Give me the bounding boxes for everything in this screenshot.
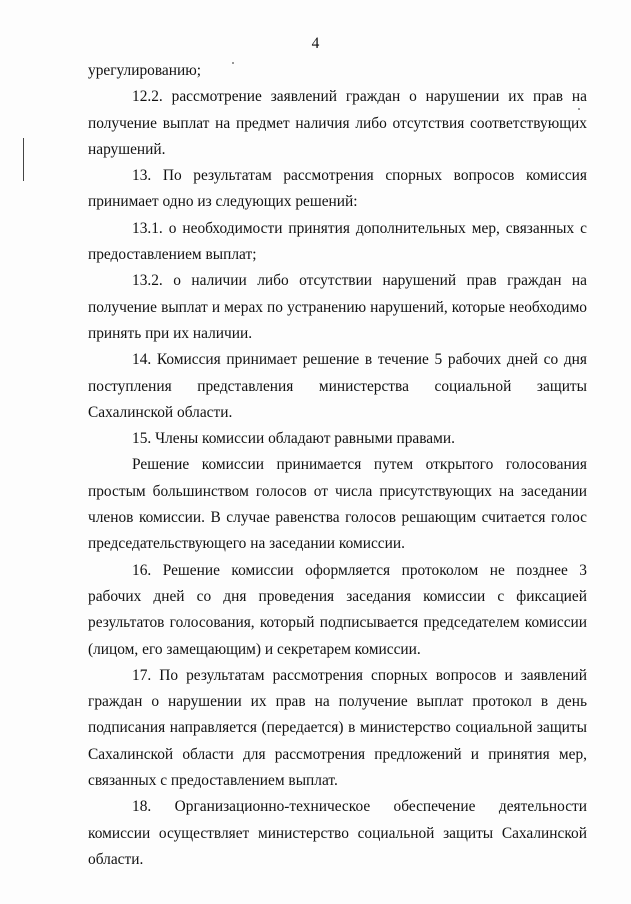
margin-mark bbox=[23, 138, 24, 181]
paragraph-13: 13. По результатам рассмотрения спорных вопросов комиссия принимает одно из следующих решений: bbox=[88, 167, 587, 211]
document-body bbox=[88, 58, 587, 873]
paragraph-13-2: 13.2. о наличии либо отсутствии нарушений прав граждан на получение выплат и мерах по устранению нарушений, которые необходимо принять при их наличии. bbox=[88, 272, 587, 342]
paragraph-17: 17. По результатам рассмотрения спорных вопросов и заявлений граждан о нарушении их прав на получение выплат протокол в день подписания направляется (передается) в министерство социальной защиты Сахалинской области для рассмотрения предложений и принятия мер, связанных с предоставлением выплат. bbox=[88, 666, 587, 790]
paragraph-13-1: 13.1. о необходимости принятия дополнительных мер, связанных с предоставлением выплат; bbox=[88, 219, 587, 264]
paragraph-14: 14. Комиссия принимает решение в течение 5 рабочих дней со дня поступления представления министерства социальной защиты Сахалинской области. bbox=[88, 351, 587, 421]
paragraph-15-decision: Решение комиссии принимается путем открытого голосования простым большинством голосов от числа присутствующих на заседании членов комиссии. В случае равенства голосов решающим считается голос председательствующего на заседании комиссии. bbox=[88, 456, 587, 553]
paragraph-continuation: урегулированию; bbox=[88, 62, 202, 79]
page-number: 4 bbox=[311, 35, 320, 52]
paragraph-18: 18. Организационно-техническое обеспечение деятельности комиссии осуществляет министерство социальной защиты Сахалинской области. bbox=[88, 798, 587, 868]
paragraph-15: 15. Члены комиссии обладают равными правами. bbox=[132, 430, 455, 448]
paragraph-12-2: 12.2. рассмотрение заявлений граждан о нарушении их прав на получение выплат на предмет наличия либо отсутствия соответствующих нарушений. bbox=[88, 88, 587, 158]
paragraph-16: 16. Решение комиссии оформляется протоколом не позднее 3 рабочих дней со дня проведения заседания комиссии с фиксацией результатов голосования, который подписывается председателем комиссии (лицом, его замещающим) и секретарем комиссии. bbox=[88, 561, 587, 658]
